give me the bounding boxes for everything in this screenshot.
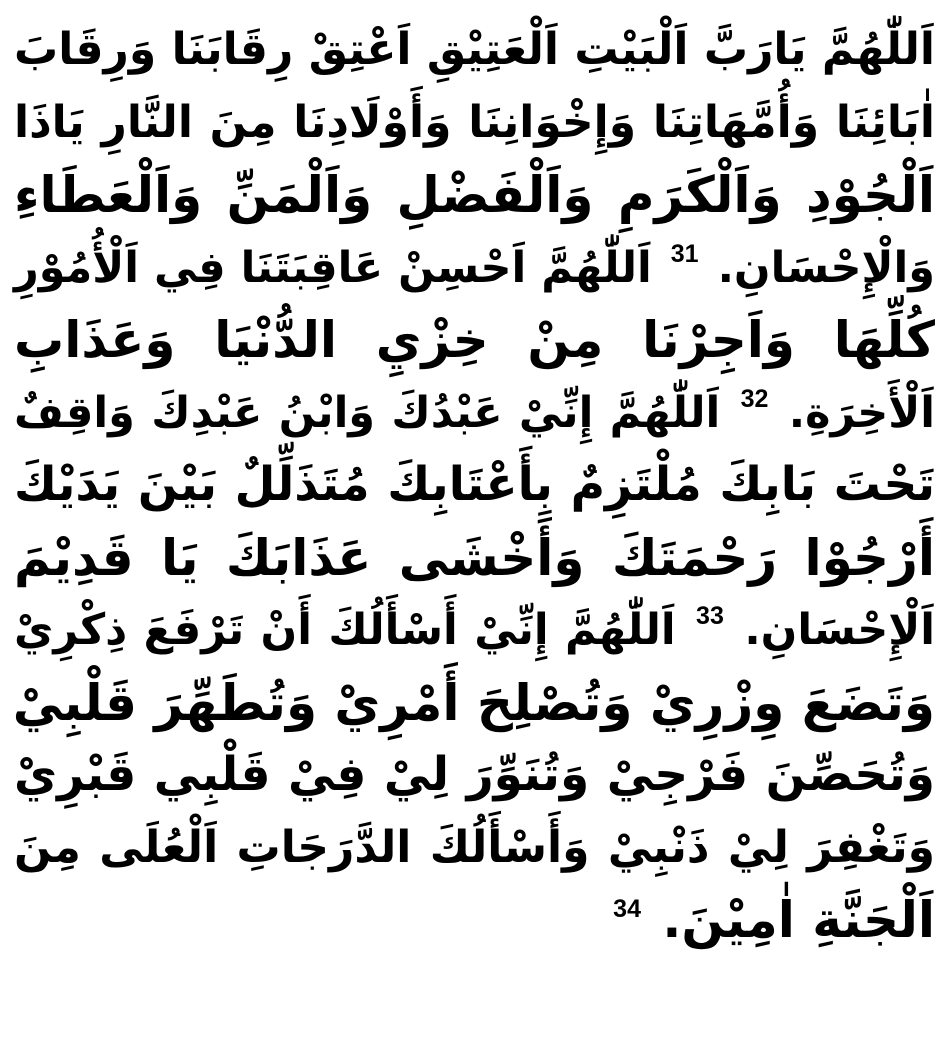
line-text: كُلِّهَا وَاَجِرْنَا مِنْ خِزْيِ الدُّنْيَا وَعَذَابِ <box>14 311 935 369</box>
footnote-marker: 32 <box>740 384 769 413</box>
line-text: وَتُحَصِّنَ فَرْجِيْ وَتُنَوِّرَ لِيْ فِيْ قَلْبِي قَبْرِيْ <box>14 747 935 802</box>
text-line-7 <box>14 449 935 522</box>
text-line-9 <box>14 594 935 667</box>
footnote-marker: 34 <box>613 895 641 923</box>
text-line-1 <box>14 14 935 87</box>
footnote-marker: 33 <box>696 602 724 630</box>
line-text: أَرْجُوْا رَحْمَتَكَ وَأَخْشَى عَذَابَكَ يَا قَدِيْمَ <box>14 528 935 587</box>
text-line-3 <box>14 159 935 232</box>
text-line-10 <box>14 667 935 740</box>
text-line-4 <box>14 232 935 305</box>
line-text: اَلْجَنَّةِ اٰمِيْنَ. <box>662 891 935 949</box>
footnote-marker: 31 <box>670 239 699 268</box>
line-text-after-footnote: اَللّٰهُمَّ إِنِّيْ أَسْأَلُكَ أَنْ تَرْفَعَ ذِكْرِيْ <box>14 605 676 655</box>
line-text: اَلْأَخِرَةِ. <box>788 387 935 438</box>
text-line-5 <box>14 304 935 377</box>
text-line-13 <box>14 884 935 957</box>
line-text: وَتَضَعَ وِزْرِيْ وَتُصْلِحَ أَمْرِيْ وَتُطَهِّرَ قَلْبِيْ <box>12 673 935 732</box>
text-line-8 <box>14 522 935 595</box>
line-text: اَلْإِحْسَانِ. <box>744 605 935 655</box>
text-line-11 <box>14 739 935 812</box>
line-text-after-footnote: اَللّٰهُمَّ إِنِّيْ عَبْدُكَ وَابْنُ عَبْدِكَ وَاقِفٌ <box>14 387 721 438</box>
line-text: وَالْإِحْسَانِ. <box>717 242 935 293</box>
line-text: تَحْتَ بَابِكَ مُلْتَزِمٌ بِأَعْتَابِكَ مُتَذَلِّلٌ بَيْنَ يَدَيْكَ <box>14 457 935 512</box>
text-line-2 <box>14 87 935 160</box>
line-text: اٰبَائِنَا وَأُمَّهَاتِنَا وَإِخْوَانِنَا وَأَوْلَادِنَا مِنَ النَّارِ يَاذَا <box>14 96 935 148</box>
line-text: اَلْجُوْدِ وَاَلْكَرَمِ وَاَلْفَضْلِ وَاَلْمَنِّ وَاَلْعَطَاءِ <box>14 166 935 224</box>
text-line-12 <box>14 812 935 885</box>
line-text-after-footnote: اَللّٰهُمَّ اَحْسِنْ عَاقِبَتَنَا فِي اَلْأُمُوْرِ <box>13 242 652 293</box>
line-text: اَللّٰهُمَّ يَارَبَّ اَلْبَيْتِ اَلْعَتِيْقِ اَعْتِقْ رِقَابَنَا وَرِقَابَ <box>14 24 935 75</box>
text-line-6 <box>14 377 935 450</box>
line-text: وَتَغْفِرَ لِيْ ذَنْبِيْ وَأَسْأَلُكَ الدَّرَجَاتِ اَلْعُلَى مِنَ <box>14 821 935 873</box>
